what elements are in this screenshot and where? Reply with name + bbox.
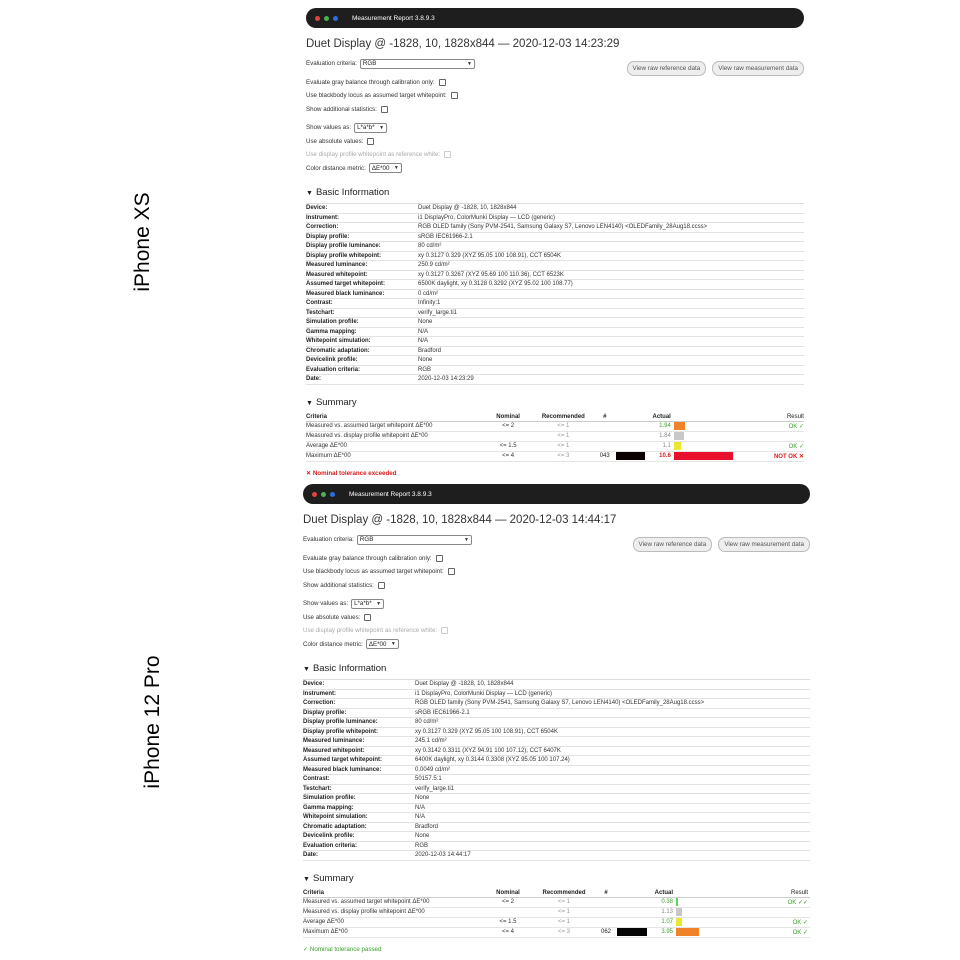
- summary-actual: 1.94: [659, 423, 671, 429]
- info-row: [306, 233, 804, 243]
- view-raw-measurement-button[interactable]: View raw measurement data: [712, 61, 804, 76]
- additional-stats-label: Show additional statistics:: [303, 581, 374, 589]
- info-value: None: [415, 795, 430, 802]
- info-row: [306, 271, 804, 281]
- info-key: Date:: [306, 376, 322, 383]
- summary-criteria: Maximum ΔE*00: [306, 453, 351, 459]
- summary-row: [303, 928, 810, 938]
- info-value: RGB OLED family (Sony PVM-2541, Samsung Galaxy S7, Lenovo LEN4140) <OLEDFamily_28Aug18.ccss>: [418, 224, 708, 231]
- tolerance-footnote: ✓ Nominal tolerance passed: [303, 945, 382, 953]
- info-key: Whitepoint simulation:: [303, 814, 368, 821]
- info-value: N/A: [415, 804, 426, 811]
- info-value: 0 cd/m²: [418, 290, 439, 297]
- chevron-down-icon: ▼: [379, 124, 385, 131]
- info-row: [306, 204, 804, 214]
- summary-recommended: <= 1: [557, 919, 570, 925]
- basic-info-heading: Basic Information: [315, 187, 390, 198]
- info-value: None: [418, 319, 433, 326]
- summary-bar: [674, 432, 743, 440]
- info-key: Measured luminance:: [306, 262, 368, 269]
- info-row: [303, 728, 810, 738]
- info-row: [306, 366, 804, 376]
- minimize-window-icon[interactable]: [321, 492, 326, 497]
- info-value: 50157.5:1: [415, 776, 442, 783]
- evaluation-criteria-label: Evaluation criteria:: [306, 60, 357, 68]
- summary-bar-fill: [674, 432, 684, 440]
- values-as-select[interactable]: [354, 123, 387, 133]
- info-row: [306, 337, 804, 347]
- chevron-down-icon: ▼: [390, 641, 396, 648]
- summary-bar: [676, 898, 746, 906]
- distance-metric-row: [303, 638, 810, 652]
- info-key: Evaluation criteria:: [303, 842, 358, 849]
- summary-color-swatch: [616, 422, 646, 430]
- minimize-window-icon[interactable]: [324, 16, 329, 21]
- device-label-iphone-xs: iPhone XS: [131, 192, 154, 292]
- info-key: Simulation profile:: [303, 795, 356, 802]
- summary-recommended: <= 1: [557, 899, 570, 905]
- values-as-label: Show values as:: [306, 124, 352, 132]
- info-key: Evaluation criteria:: [306, 366, 361, 373]
- device-label-iphone-12-pro: iPhone 12 Pro: [141, 655, 164, 789]
- absolute-values-label: Use absolute values:: [306, 137, 364, 145]
- maximize-window-icon[interactable]: [333, 16, 338, 21]
- info-key: Testchart:: [306, 309, 335, 316]
- info-value: RGB: [415, 842, 429, 849]
- info-row: [306, 261, 804, 271]
- view-raw-measurement-button[interactable]: View raw measurement data: [718, 537, 810, 552]
- info-row: [303, 766, 810, 776]
- chevron-down-icon: ▼: [376, 600, 382, 607]
- info-key: Contrast:: [303, 776, 330, 783]
- summary-patch-number: 062: [600, 929, 611, 935]
- info-key: Display profile whitepoint:: [303, 728, 379, 735]
- info-row: [303, 747, 810, 757]
- absolute-values-row: [306, 135, 804, 149]
- info-value: 6400K daylight, xy 0.3144 0.3308 (XYZ 95.05 100 107.24): [415, 757, 570, 764]
- info-value: 80 cd/m²: [418, 243, 442, 250]
- info-value: Infinity:1: [418, 300, 441, 307]
- distance-metric-row: [306, 162, 804, 176]
- basic-info-heading: Basic Information: [312, 663, 387, 674]
- window-titlebar[interactable]: [303, 484, 810, 504]
- summary-criteria: Measured vs. display profile whitepoint ΔE*00: [303, 909, 425, 915]
- display-white-row: [306, 148, 804, 162]
- summary-actual: 1.1: [662, 443, 671, 449]
- info-row: [303, 832, 810, 842]
- summary-bar: [674, 442, 743, 450]
- summary-bar-fill: [674, 442, 681, 450]
- measurement-report-1: [306, 8, 804, 477]
- summary-color-swatch: [616, 432, 646, 440]
- summary-criteria: Measured vs. display profile whitepoint ΔE*00: [306, 433, 428, 439]
- summary-actual: 10.6: [659, 453, 671, 459]
- distance-metric-select[interactable]: [369, 163, 402, 173]
- header-nominal: Nominal: [496, 413, 520, 420]
- summary-recommended: <= 1: [557, 423, 570, 429]
- collapse-triangle-icon: ▼: [306, 399, 313, 407]
- info-value: verify_large.ti1: [415, 785, 455, 792]
- summary-nominal: <= 4: [502, 453, 515, 459]
- summary-recommended: <= 1: [557, 909, 570, 915]
- info-key: Display profile:: [306, 233, 350, 240]
- collapse-triangle-icon: ▼: [303, 666, 310, 673]
- values-as-value: L*a*b*: [357, 124, 375, 132]
- gray-balance-label: Evaluate gray balance through calibration only:: [303, 554, 432, 562]
- info-key: Simulation profile:: [306, 319, 359, 326]
- display-white-label: Use display profile whitepoint as reference white:: [306, 151, 441, 159]
- window-title: Measurement Report 3.8.9.3: [349, 490, 432, 498]
- blackbody-label: Use blackbody locus as assumed target whitepoint:: [303, 568, 444, 576]
- info-row: [306, 252, 804, 262]
- summary-criteria: Measured vs. assumed target whitepoint ΔE*00: [303, 899, 430, 905]
- basic-info-toggle[interactable]: [303, 663, 810, 676]
- header-actual: Actual: [652, 413, 671, 420]
- summary-table: [306, 413, 804, 462]
- tolerance-footnote: ✕ Nominal tolerance exceeded: [306, 469, 397, 477]
- evaluation-criteria-label: Evaluation criteria:: [303, 536, 354, 544]
- gray-balance-row: [306, 76, 804, 90]
- evaluation-criteria-select[interactable]: [360, 59, 475, 69]
- info-key: Measured black luminance:: [303, 766, 382, 773]
- summary-result: OK ✓: [788, 423, 804, 430]
- info-value: xy 0.3127 0.329 (XYZ 95.05 100 108.91), CCT 6504K: [415, 728, 558, 735]
- info-value: RGB: [418, 366, 432, 373]
- info-key: Measured whitepoint:: [306, 271, 368, 278]
- blackbody-row: [306, 89, 804, 103]
- info-value: Duet Display @ -1828, 10, 1828x844: [415, 681, 514, 688]
- raw-data-buttons: [633, 537, 810, 552]
- summary-result: OK ✓: [792, 929, 808, 936]
- summary-color-swatch: [617, 928, 647, 936]
- info-row: [303, 775, 810, 785]
- summary-header-row: [306, 413, 804, 422]
- summary-recommended: <= 3: [557, 929, 570, 935]
- info-key: Assumed target whitepoint:: [303, 757, 383, 764]
- distance-metric-value: ΔE*00: [368, 640, 387, 648]
- summary-row: [306, 432, 804, 442]
- summary-nominal: <= 2: [501, 899, 514, 905]
- info-value: 0.0049 cd/m²: [415, 766, 451, 773]
- info-row: [306, 214, 804, 224]
- blackbody-checkbox[interactable]: [448, 568, 455, 575]
- summary-color-swatch: [617, 908, 647, 916]
- measurement-report-2: [303, 484, 810, 953]
- summary-actual: 0.38: [661, 899, 673, 905]
- summary-criteria: Average ΔE*00: [306, 443, 347, 449]
- info-row: [306, 280, 804, 290]
- report-title: Duet Display @ -1828, 10, 1828x844 — 2020-12-03 14:23:29: [306, 38, 620, 50]
- header-criteria: Criteria: [303, 889, 325, 896]
- info-value: sRGB IEC61966-2.1: [415, 709, 470, 716]
- summary-toggle[interactable]: [306, 397, 804, 410]
- blackbody-label: Use blackbody locus as assumed target whitepoint:: [306, 92, 447, 100]
- additional-stats-row: [303, 579, 810, 593]
- info-key: Instrument:: [306, 214, 339, 221]
- info-value: verify_large.ti1: [418, 309, 458, 316]
- summary-bar: [674, 452, 743, 460]
- gray-balance-checkbox[interactable]: [439, 79, 446, 86]
- view-raw-reference-button[interactable]: View raw reference data: [627, 61, 707, 76]
- summary-bar: [674, 422, 743, 430]
- summary-result: OK ✓✓: [787, 899, 808, 906]
- summary-bar-fill: [676, 918, 682, 926]
- info-row: [303, 842, 810, 852]
- window-titlebar[interactable]: [306, 8, 804, 28]
- info-key: Instrument:: [303, 690, 336, 697]
- values-as-row: [306, 121, 804, 135]
- raw-data-buttons: [627, 61, 804, 76]
- report-options: [303, 533, 810, 651]
- distance-metric-label: Color distance metric:: [306, 164, 366, 172]
- info-key: Display profile whitepoint:: [306, 252, 382, 259]
- info-value: sRGB IEC61966-2.1: [418, 233, 473, 240]
- summary-bar-fill: [676, 908, 682, 916]
- summary-row: [303, 908, 810, 918]
- info-key: Contrast:: [306, 300, 333, 307]
- info-row: [303, 690, 810, 700]
- info-value: N/A: [415, 814, 426, 821]
- summary-color-swatch: [617, 918, 647, 926]
- header-number: #: [603, 413, 607, 420]
- info-key: Display profile luminance:: [306, 243, 381, 250]
- chevron-down-icon: ▼: [463, 536, 469, 543]
- summary-result: OK ✓: [788, 443, 804, 450]
- summary-heading: Summary: [312, 872, 354, 884]
- info-row: [306, 328, 804, 338]
- info-value: Bradford: [418, 347, 442, 354]
- absolute-values-label: Use absolute values:: [303, 613, 361, 621]
- info-value: xy 0.3142 0.3311 (XYZ 94.91 100 107.12), CCT 6407K: [415, 747, 561, 754]
- info-value: xy 0.3127 0.329 (XYZ 95.05 100 108.91), CCT 6504K: [418, 252, 561, 259]
- info-value: xy 0.3127 0.3267 (XYZ 95.69 100 110.36), CCT 6523K: [418, 271, 564, 278]
- info-row: [303, 785, 810, 795]
- info-row: [306, 242, 804, 252]
- summary-criteria: Average ΔE*00: [303, 919, 344, 925]
- basic-info-table: [303, 679, 810, 861]
- gray-balance-row: [303, 552, 810, 566]
- info-key: Correction:: [303, 700, 336, 707]
- info-value: N/A: [418, 328, 429, 335]
- info-value: N/A: [418, 338, 429, 345]
- info-row: [303, 680, 810, 690]
- gray-balance-checkbox[interactable]: [436, 555, 443, 562]
- summary-criteria: Measured vs. assumed target whitepoint ΔE*00: [306, 423, 433, 429]
- summary-table: [303, 889, 810, 938]
- info-key: Devicelink profile:: [306, 357, 358, 364]
- summary-recommended: <= 3: [557, 453, 570, 459]
- info-key: Chromatic adaptation:: [306, 347, 370, 354]
- summary-actual: 1.84: [659, 433, 671, 439]
- summary-row: [306, 442, 804, 452]
- info-key: Measured whitepoint:: [303, 747, 365, 754]
- info-key: Device:: [306, 205, 328, 212]
- display-white-label: Use display profile whitepoint as reference white:: [303, 627, 438, 635]
- summary-actual: 1.13: [661, 909, 673, 915]
- summary-result: NOT OK ✕: [773, 453, 804, 460]
- info-row: [306, 223, 804, 233]
- header-recommended: Recommended: [541, 413, 585, 420]
- info-key: Gamma mapping:: [306, 328, 357, 335]
- header-number: #: [604, 889, 608, 896]
- info-row: [303, 699, 810, 709]
- info-row: [303, 851, 810, 861]
- info-key: Gamma mapping:: [303, 804, 354, 811]
- window-title: Measurement Report 3.8.9.3: [352, 14, 435, 22]
- info-value: RGB OLED family (Sony PVM-2541, Samsung Galaxy S7, Lenovo LEN4140) <OLEDFamily_28Aug18.ccss>: [415, 700, 705, 707]
- additional-stats-checkbox[interactable]: [378, 582, 385, 589]
- additional-stats-label: Show additional statistics:: [306, 105, 377, 113]
- blackbody-checkbox[interactable]: [451, 92, 458, 99]
- summary-recommended: <= 1: [557, 433, 570, 439]
- header-result: Result: [790, 889, 808, 896]
- chevron-down-icon: ▼: [466, 60, 472, 67]
- info-key: Correction:: [306, 224, 339, 231]
- evaluation-criteria-value: RGB: [362, 60, 377, 68]
- info-row: [306, 356, 804, 366]
- summary-color-swatch: [616, 452, 646, 460]
- collapse-triangle-icon: ▼: [303, 875, 310, 883]
- info-value: None: [418, 357, 433, 364]
- values-as-row: [303, 597, 810, 611]
- summary-bar: [676, 918, 746, 926]
- summary-result: OK ✓: [792, 919, 808, 926]
- distance-metric-value: ΔE*00: [371, 164, 390, 172]
- header-result: Result: [786, 413, 804, 420]
- close-window-icon[interactable]: [312, 492, 317, 497]
- values-as-label: Show values as:: [303, 600, 349, 608]
- header-actual: Actual: [654, 889, 673, 896]
- info-row: [303, 794, 810, 804]
- summary-bar: [676, 928, 746, 936]
- additional-stats-checkbox[interactable]: [381, 106, 388, 113]
- info-key: Date:: [303, 852, 319, 859]
- info-key: Measured black luminance:: [306, 290, 385, 297]
- summary-bar: [676, 908, 746, 916]
- summary-nominal: <= 1.5: [499, 443, 517, 449]
- summary-toggle[interactable]: [303, 873, 810, 886]
- report-title: Duet Display @ -1828, 10, 1828x844 — 2020-12-03 14:44:17: [303, 514, 617, 526]
- display-white-checkbox: [441, 627, 448, 634]
- summary-bar-fill: [676, 928, 699, 936]
- collapse-triangle-icon: ▼: [306, 190, 313, 197]
- info-value: 6500K daylight, xy 0.3128 0.3292 (XYZ 95.02 100 108.77): [418, 281, 573, 288]
- info-key: Measured luminance:: [303, 738, 365, 745]
- summary-nominal: <= 1.5: [499, 919, 517, 925]
- summary-row: [303, 898, 810, 908]
- absolute-values-row: [303, 611, 810, 625]
- info-value: 2020-12-03 14:23:29: [418, 376, 474, 383]
- summary-bar-fill: [674, 452, 733, 460]
- info-value: i1 DisplayPro, ColorMunki Display — LCD (generic): [418, 214, 556, 221]
- info-row: [303, 709, 810, 719]
- gray-balance-label: Evaluate gray balance through calibration only:: [306, 78, 435, 86]
- info-row: [306, 290, 804, 300]
- additional-stats-row: [306, 103, 804, 117]
- info-value: 2020-12-03 14:44:17: [415, 852, 471, 859]
- summary-row: [306, 452, 804, 462]
- basic-info-toggle[interactable]: [306, 187, 804, 200]
- report-options: [306, 57, 804, 175]
- values-as-value: L*a*b*: [354, 600, 372, 608]
- evaluation-criteria-value: RGB: [359, 536, 374, 544]
- summary-patch-number: 043: [599, 453, 610, 459]
- display-white-row: [303, 624, 810, 638]
- info-row: [306, 375, 804, 385]
- info-value: None: [415, 833, 430, 840]
- chevron-down-icon: ▼: [393, 165, 399, 172]
- summary-nominal: <= 4: [501, 929, 514, 935]
- basic-info-table: [306, 203, 804, 385]
- info-value: 80 cd/m²: [415, 719, 439, 726]
- summary-recommended: <= 1: [557, 443, 570, 449]
- summary-actual: 3.95: [661, 929, 673, 935]
- header-nominal: Nominal: [496, 889, 520, 896]
- info-row: [303, 718, 810, 728]
- info-row: [306, 309, 804, 319]
- absolute-values-checkbox[interactable]: [367, 138, 374, 145]
- info-row: [306, 347, 804, 357]
- summary-bar-fill: [674, 422, 685, 430]
- info-key: Assumed target whitepoint:: [306, 281, 386, 288]
- header-criteria: Criteria: [306, 413, 328, 420]
- info-key: Display profile:: [303, 709, 347, 716]
- info-value: 245.1 cd/m²: [415, 738, 447, 745]
- info-key: Testchart:: [303, 785, 332, 792]
- info-value: Duet Display @ -1828, 10, 1828x844: [418, 205, 517, 212]
- info-value: Bradford: [415, 823, 439, 830]
- info-key: Devicelink profile:: [303, 833, 355, 840]
- summary-row: [303, 918, 810, 928]
- info-row: [303, 756, 810, 766]
- info-row: [303, 804, 810, 814]
- close-window-icon[interactable]: [315, 16, 320, 21]
- summary-criteria: Maximum ΔE*00: [303, 929, 348, 935]
- summary-header-row: [303, 889, 810, 898]
- values-as-select[interactable]: [351, 599, 384, 609]
- info-row: [303, 737, 810, 747]
- info-row: [306, 318, 804, 328]
- summary-color-swatch: [616, 442, 646, 450]
- summary-bar-fill: [676, 898, 678, 906]
- info-key: Chromatic adaptation:: [303, 823, 367, 830]
- info-key: Display profile luminance:: [303, 719, 378, 726]
- info-row: [303, 813, 810, 823]
- distance-metric-label: Color distance metric:: [303, 640, 363, 648]
- summary-actual: 1.07: [661, 919, 673, 925]
- info-value: i1 DisplayPro, ColorMunki Display — LCD (generic): [415, 690, 553, 697]
- distance-metric-select[interactable]: [366, 639, 399, 649]
- summary-row: [306, 422, 804, 432]
- info-value: 250.9 cd/m²: [418, 262, 450, 269]
- view-raw-reference-button[interactable]: View raw reference data: [633, 537, 713, 552]
- info-key: Whitepoint simulation:: [306, 338, 371, 345]
- blackbody-row: [303, 565, 810, 579]
- summary-color-swatch: [617, 898, 647, 906]
- display-white-checkbox: [444, 151, 451, 158]
- summary-heading: Summary: [315, 396, 357, 408]
- absolute-values-checkbox[interactable]: [364, 614, 371, 621]
- maximize-window-icon[interactable]: [330, 492, 335, 497]
- summary-nominal: <= 2: [502, 423, 515, 429]
- info-row: [303, 823, 810, 833]
- info-key: Device:: [303, 681, 325, 688]
- header-recommended: Recommended: [542, 889, 586, 896]
- info-row: [306, 299, 804, 309]
- evaluation-criteria-select[interactable]: [357, 535, 472, 545]
